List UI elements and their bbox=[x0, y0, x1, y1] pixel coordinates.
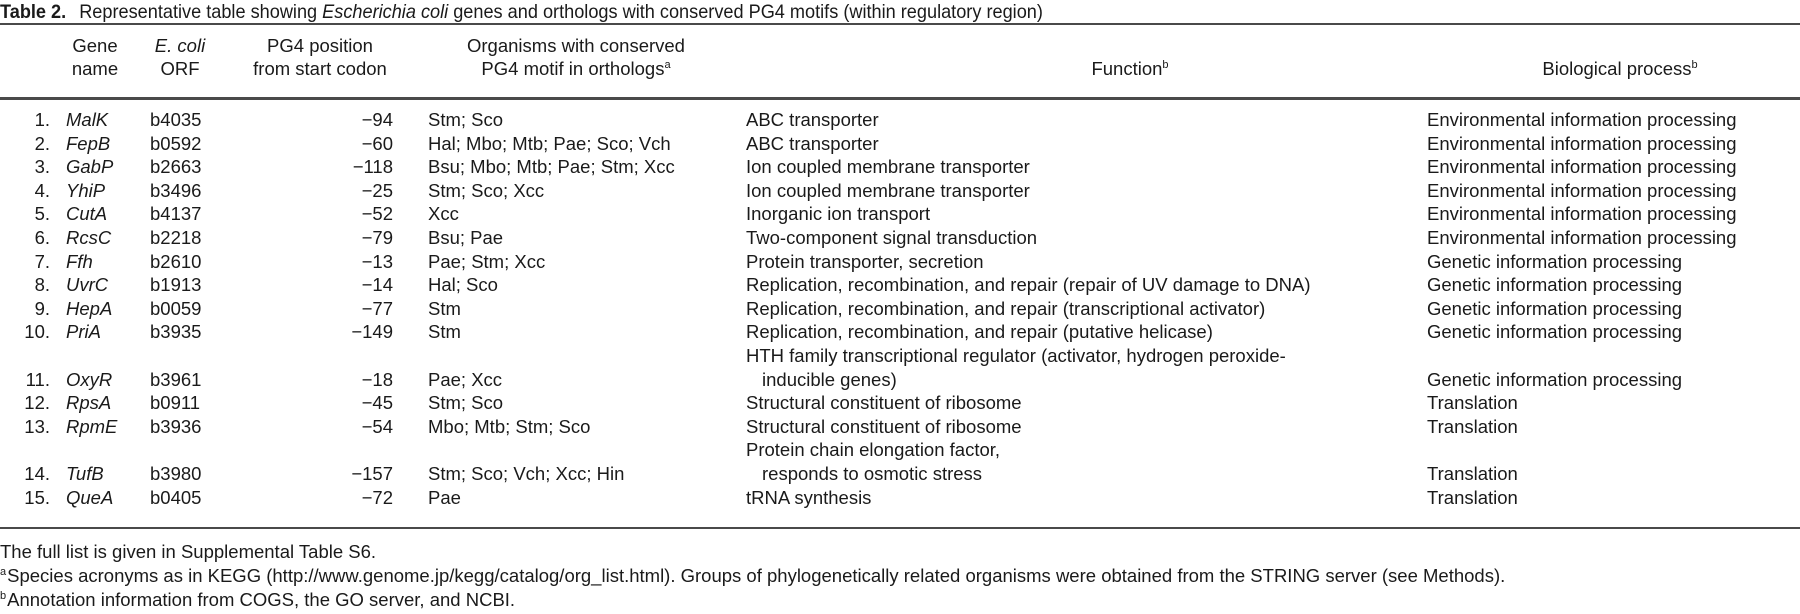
gene-name: OxyR bbox=[66, 368, 113, 390]
gene-name: RcsC bbox=[66, 226, 112, 248]
gene-name: QueA bbox=[66, 486, 114, 508]
row-number: 3. bbox=[34, 156, 50, 178]
row-number: 1. bbox=[34, 109, 50, 130]
table-row bbox=[0, 391, 1800, 415]
pg4-position: −14 bbox=[361, 274, 393, 296]
header-position bbox=[232, 34, 408, 80]
row-number: 4. bbox=[34, 179, 50, 201]
pg4-position: −157 bbox=[351, 462, 393, 484]
caption-text-after: genes and orthologs with conserved PG4 motifs (within regulatory region) bbox=[453, 1, 1043, 23]
table-row bbox=[0, 250, 1800, 274]
orf-id: b2610 bbox=[150, 250, 202, 272]
function bbox=[746, 297, 1265, 321]
header-orf bbox=[144, 34, 216, 80]
row-number: 8. bbox=[34, 274, 50, 296]
table-header bbox=[0, 34, 1800, 94]
footnote-b-mark: b bbox=[0, 589, 7, 602]
pg4-position: −77 bbox=[361, 297, 393, 319]
biological-process: Genetic information processing bbox=[1427, 321, 1683, 343]
top-rule bbox=[0, 23, 1800, 25]
function-line-continued: responds to osmotic stress bbox=[762, 462, 983, 484]
function bbox=[746, 250, 984, 274]
biological-process: Environmental information processing bbox=[1427, 179, 1737, 201]
header-rule bbox=[0, 97, 1800, 100]
gene-name: RpsA bbox=[66, 392, 112, 414]
organisms: Stm; Sco bbox=[428, 392, 504, 414]
pg4-position: −45 bbox=[361, 392, 393, 414]
table-row bbox=[0, 297, 1800, 321]
caption-text-before: Representative table showing bbox=[79, 1, 318, 23]
orf-id: b3961 bbox=[150, 368, 202, 390]
table-row bbox=[0, 486, 1800, 510]
organisms: Pae; Xcc bbox=[428, 368, 503, 390]
function-line-continued: inducible genes) bbox=[762, 368, 897, 390]
organisms: Mbo; Mtb; Stm; Sco bbox=[428, 415, 591, 437]
header-gene-line1: Gene bbox=[72, 35, 118, 56]
bottom-rule bbox=[0, 527, 1800, 529]
footnote-a-mark: a bbox=[0, 565, 7, 578]
footnote-a-text: Species acronyms as in KEGG (http://www.genome.jp/kegg/catalog/org_list.html). Groups of phylogenetically related organisms were obtained from the STRING server (see Methods). bbox=[7, 565, 1506, 586]
gene-name: MalK bbox=[66, 109, 109, 130]
organisms: Hal; Sco bbox=[428, 274, 498, 296]
organisms: Stm; Sco; Vch; Xcc; Hin bbox=[428, 462, 625, 484]
orf-id: b3496 bbox=[150, 179, 202, 201]
gene-name: YhiP bbox=[66, 179, 106, 201]
pg4-position: −118 bbox=[352, 156, 393, 178]
function bbox=[746, 486, 871, 510]
row-number: 14. bbox=[24, 462, 50, 484]
function bbox=[746, 273, 1311, 297]
orf-id: b4137 bbox=[150, 203, 202, 225]
function-line: Structural constituent of ribosome bbox=[746, 415, 1022, 437]
table-row bbox=[0, 438, 1800, 485]
gene-name: PriA bbox=[66, 321, 101, 343]
function-line: ABC transporter bbox=[746, 132, 879, 154]
table-row bbox=[0, 179, 1800, 203]
function-line: Inorganic ion transport bbox=[746, 203, 931, 225]
footnote-mark-b: b bbox=[1691, 58, 1698, 71]
organisms: Stm bbox=[428, 321, 461, 343]
function bbox=[746, 226, 1037, 250]
pg4-position: −94 bbox=[361, 109, 393, 130]
row-number: 11. bbox=[25, 368, 50, 390]
function-line: Protein transporter, secretion bbox=[746, 250, 984, 272]
gene-name: TufB bbox=[66, 462, 104, 484]
function bbox=[746, 391, 1022, 415]
table-footnotes bbox=[0, 540, 1505, 612]
function bbox=[746, 438, 1000, 485]
function bbox=[746, 320, 1213, 344]
organisms: Bsu; Mbo; Mtb; Pae; Stm; Xcc bbox=[428, 156, 675, 178]
orf-id: b2218 bbox=[150, 226, 202, 248]
footnote-general: The full list is given in Supplemental Table S6. bbox=[0, 541, 377, 562]
table-body bbox=[0, 108, 1800, 509]
function-line: ABC transporter bbox=[746, 109, 879, 130]
header-process bbox=[1500, 57, 1740, 80]
orf-id: b3936 bbox=[150, 415, 202, 437]
table-row bbox=[0, 202, 1800, 226]
function-line: Replication, recombination, and repair (transcriptional activator) bbox=[746, 297, 1266, 319]
biological-process: Translation bbox=[1427, 415, 1518, 437]
pg4-position: −13 bbox=[361, 250, 393, 272]
table-row bbox=[0, 226, 1800, 250]
biological-process: Translation bbox=[1427, 486, 1518, 508]
function-line: HTH family transcriptional regulator (activator, hydrogen peroxide- bbox=[746, 344, 1286, 366]
table-label: Table 2. bbox=[0, 1, 67, 23]
table-row bbox=[0, 344, 1800, 391]
orf-id: b4035 bbox=[150, 109, 202, 130]
function bbox=[746, 179, 1030, 203]
row-number: 7. bbox=[34, 250, 50, 272]
header-function bbox=[1000, 57, 1260, 80]
biological-process: Translation bbox=[1427, 462, 1518, 484]
orf-id: b3980 bbox=[150, 462, 202, 484]
table-row bbox=[0, 320, 1800, 344]
row-number: 9. bbox=[34, 297, 50, 319]
orf-id: b0592 bbox=[150, 132, 202, 154]
footnote-mark-a: a bbox=[664, 58, 671, 71]
organisms: Pae; Stm; Xcc bbox=[428, 250, 546, 272]
table-caption bbox=[0, 0, 1674, 24]
orf-id: b0405 bbox=[150, 486, 202, 508]
orf-id: b2663 bbox=[150, 156, 202, 178]
table-row bbox=[0, 155, 1800, 179]
header-gene-line2: name bbox=[71, 58, 119, 79]
pg4-position: −60 bbox=[361, 132, 393, 154]
row-number: 5. bbox=[34, 203, 50, 225]
header-position-line1: PG4 position bbox=[267, 35, 373, 56]
biological-process: Environmental information processing bbox=[1427, 203, 1737, 225]
biological-process: Genetic information processing bbox=[1427, 297, 1683, 319]
biological-process: Environmental information processing bbox=[1427, 156, 1737, 178]
caption-species: Escherichia coli bbox=[322, 1, 449, 23]
function-line: Ion coupled membrane transporter bbox=[746, 156, 1030, 178]
biological-process: Genetic information processing bbox=[1427, 368, 1683, 390]
gene-name: CutA bbox=[66, 203, 108, 225]
table-row bbox=[0, 132, 1800, 156]
function bbox=[746, 155, 1030, 179]
function-line: Replication, recombination, and repair (repair of UV damage to DNA) bbox=[746, 274, 1311, 296]
header-function-label: Function bbox=[1091, 58, 1163, 79]
pg4-position: −79 bbox=[361, 226, 393, 248]
gene-name: FepB bbox=[66, 132, 111, 154]
biological-process: Environmental information processing bbox=[1427, 226, 1737, 248]
row-number: 2. bbox=[34, 132, 50, 154]
table-row bbox=[0, 108, 1800, 132]
biological-process: Environmental information processing bbox=[1427, 132, 1737, 154]
biological-process: Genetic information processing bbox=[1427, 250, 1683, 272]
orf-id: b0059 bbox=[150, 297, 202, 319]
orf-id: b3935 bbox=[150, 321, 202, 343]
row-number: 6. bbox=[34, 226, 50, 248]
pg4-position: −18 bbox=[361, 368, 393, 390]
header-position-line2: from start codon bbox=[253, 58, 387, 79]
row-number: 10. bbox=[24, 321, 50, 343]
pg4-position: −54 bbox=[361, 415, 393, 437]
row-number: 12. bbox=[24, 392, 50, 414]
organisms: Bsu; Pae bbox=[428, 226, 504, 248]
function-line: Replication, recombination, and repair (putative helicase) bbox=[746, 321, 1213, 343]
row-number: 13. bbox=[24, 415, 50, 437]
pg4-position: −72 bbox=[361, 486, 393, 508]
function bbox=[746, 344, 1286, 391]
header-organisms-line2: PG4 motif in orthologs bbox=[481, 58, 665, 79]
row-number: 15. bbox=[24, 486, 50, 508]
footnote-a bbox=[0, 564, 1505, 588]
biological-process: Environmental information processing bbox=[1427, 109, 1737, 130]
header-gene-name bbox=[60, 34, 130, 80]
gene-name: HepA bbox=[66, 297, 113, 319]
function-line: Two-component signal transduction bbox=[746, 226, 1038, 248]
header-orf-line2: ORF bbox=[160, 58, 200, 79]
orf-id: b0911 bbox=[150, 392, 201, 414]
header-orf-line1: E. coli bbox=[154, 35, 206, 56]
header-organisms bbox=[428, 34, 724, 80]
biological-process: Translation bbox=[1427, 392, 1518, 414]
organisms: Stm bbox=[428, 297, 461, 319]
table-row bbox=[0, 273, 1800, 297]
gene-name: RpmE bbox=[66, 415, 118, 437]
orf-id: b1913 bbox=[150, 274, 202, 296]
organisms: Stm; Sco bbox=[428, 109, 504, 130]
gene-name: Ffh bbox=[66, 250, 93, 272]
function-line: Protein chain elongation factor, bbox=[746, 439, 1001, 461]
gene-name: GabP bbox=[66, 156, 114, 178]
organisms: Stm; Sco; Xcc bbox=[428, 179, 545, 201]
header-organisms-line1: Organisms with conserved bbox=[467, 35, 685, 56]
table-row bbox=[0, 415, 1800, 439]
footnote-b-text: Annotation information from COGS, the GO server, and NCBI. bbox=[7, 589, 516, 610]
footnote-b bbox=[0, 588, 1505, 612]
footnote-mark-b: b bbox=[1162, 58, 1169, 71]
function-line: tRNA synthesis bbox=[746, 486, 872, 508]
function-line: Ion coupled membrane transporter bbox=[746, 179, 1030, 201]
organisms: Hal; Mbo; Mtb; Pae; Sco; Vch bbox=[428, 132, 671, 154]
function bbox=[746, 108, 879, 132]
pg4-position: −149 bbox=[351, 321, 393, 343]
function bbox=[746, 415, 1022, 439]
biological-process: Genetic information processing bbox=[1427, 274, 1683, 296]
organisms: Xcc bbox=[428, 203, 459, 225]
organisms: Pae bbox=[428, 486, 461, 508]
function bbox=[746, 202, 930, 226]
pg4-position: −25 bbox=[361, 179, 393, 201]
gene-name: UvrC bbox=[66, 274, 109, 296]
header-process-label: Biological process bbox=[1542, 58, 1692, 79]
function-line: Structural constituent of ribosome bbox=[746, 392, 1022, 414]
pg4-position: −52 bbox=[361, 203, 393, 225]
function bbox=[746, 132, 879, 156]
